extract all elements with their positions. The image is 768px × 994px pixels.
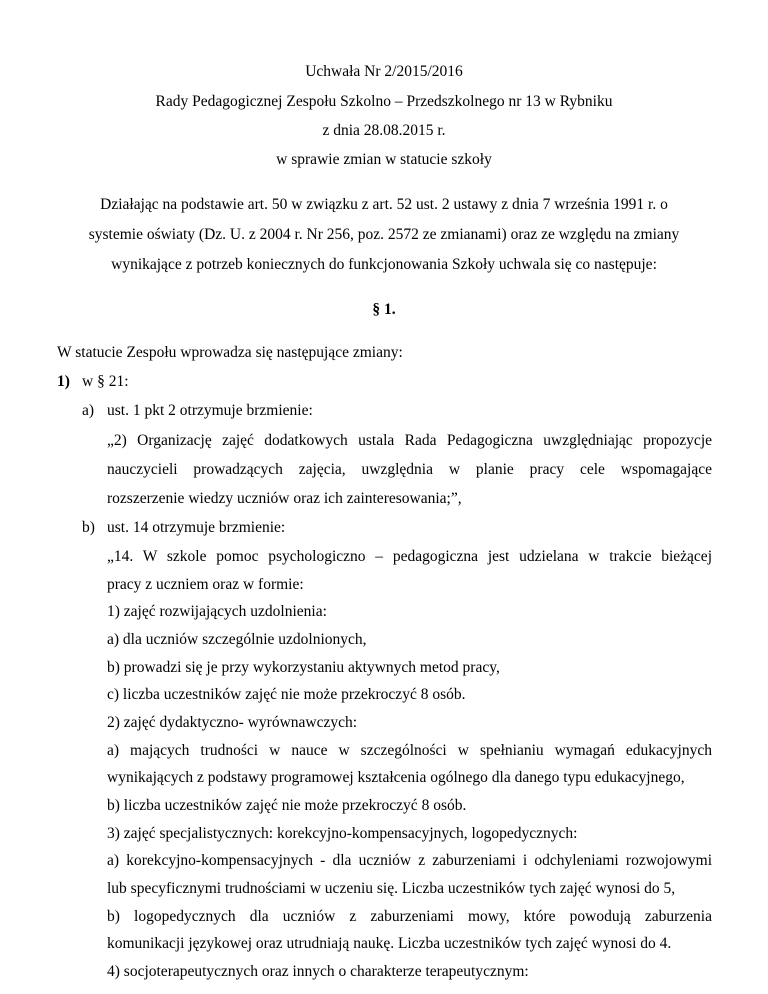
item-1-text: w § 21: xyxy=(82,373,129,390)
point-b-quote-line-3: 1) zajęć rozwijających uzdolnienia: xyxy=(107,603,327,620)
point-b-quote-line-14: b) logopedycznych dla uczniów z zaburzeniami mowy, które powodują zaburzenia xyxy=(107,908,712,925)
resolution-date: z dnia 28.08.2015 r. xyxy=(322,122,446,139)
point-b-quote-line-4: a) dla uczniów szczególnie uzdolnionych, xyxy=(107,631,367,648)
point-b-quote-line-12: a) korekcyjno-kompensacyjnych - dla uczniów z zaburzeniami i odchyleniami rozwojowymi xyxy=(107,852,712,869)
point-b-quote-line-11: 3) zajęć specjalistycznych: korekcyjno-kompensacyjnych, logopedycznych: xyxy=(107,825,578,842)
point-a-label: a) xyxy=(82,402,95,419)
resolution-body: Rady Pedagogicznej Zespołu Szkolno – Przedszkolnego nr 13 w Rybniku xyxy=(155,93,613,110)
preamble-line-3: wynikające z potrzeb koniecznych do funkcjonowania Szkoły uchwala się co następuje: xyxy=(111,256,657,273)
preamble-line-2: systemie oświaty (Dz. U. z 2004 r. Nr 256, poz. 2572 ze zmianami) oraz ze względu na zmiany xyxy=(88,226,680,243)
intro-text: W statucie Zespołu wprowadza się następujące zmiany: xyxy=(57,344,403,361)
point-b-quote-line-13: lub specyficznymi trudnościami w uczeniu się. Liczba uczestników tych zajęć wynosi do 5, xyxy=(107,880,676,897)
resolution-title: Uchwała Nr 2/2015/2016 xyxy=(305,63,463,80)
point-b-quote-line-2: pracy z uczniem oraz w formie: xyxy=(107,576,304,593)
point-b-label: b) xyxy=(82,519,95,536)
point-a-quote-line-2: nauczycieli prowadzących zajęcia, uwzględnia w planie pracy cele wspomagające xyxy=(107,461,712,478)
resolution-subject: w sprawie zmian w statucie szkoły xyxy=(276,151,492,168)
point-a-quote-line-1: „2) Organizację zajęć dodatkowych ustala Rada Pedagogiczna uwzględniając propozycje xyxy=(107,432,712,449)
point-b-quote-line-7: 2) zajęć dydaktyczno- wyrównawczych: xyxy=(107,714,358,731)
point-a-text: ust. 1 pkt 2 otrzymuje brzmienie: xyxy=(107,402,313,419)
point-b-quote-line-6: c) liczba uczestników zajęć nie może przekroczyć 8 osób. xyxy=(107,686,466,703)
point-b-quote-line-9: wynikających z podstawy programowej kształcenia ogólnego dla danego typu edukacyjnego, xyxy=(107,769,685,786)
point-b-quote-line-16: 4) socjoterapeutycznych oraz innych o charakterze terapeutycznym: xyxy=(107,963,529,980)
point-b-text: ust. 14 otrzymuje brzmienie: xyxy=(107,519,286,536)
point-b-quote-line-15: komunikacji językowej oraz utrudniają naukę. Liczba uczestników tych zajęć wynosi do 4. xyxy=(107,935,672,952)
point-a-quote-line-3: rozszerzenie wiedzy uczniów oraz ich zainteresowania;”, xyxy=(107,490,462,507)
point-b-quote-line-1: „14. W szkole pomoc psychologiczno – pedagogiczna jest udzielana w trakcie bieżącej xyxy=(107,548,712,565)
item-1-number: 1) xyxy=(57,373,70,390)
point-b-quote-line-8: a) mających trudności w nauce w szczególności w spełnianiu wymagań edukacyjnych xyxy=(107,742,712,759)
preamble-line-1: Działając na podstawie art. 50 w związku z art. 52 ust. 2 ustawy z dnia 7 września 1991 r. o xyxy=(100,196,668,213)
section-heading: § 1. xyxy=(372,301,396,318)
point-b-quote-line-5: b) prowadzi się je przy wykorzystaniu aktywnych metod pracy, xyxy=(107,659,500,676)
point-b-quote-line-10: b) liczba uczestników zajęć nie może przekroczyć 8 osób. xyxy=(107,797,467,814)
